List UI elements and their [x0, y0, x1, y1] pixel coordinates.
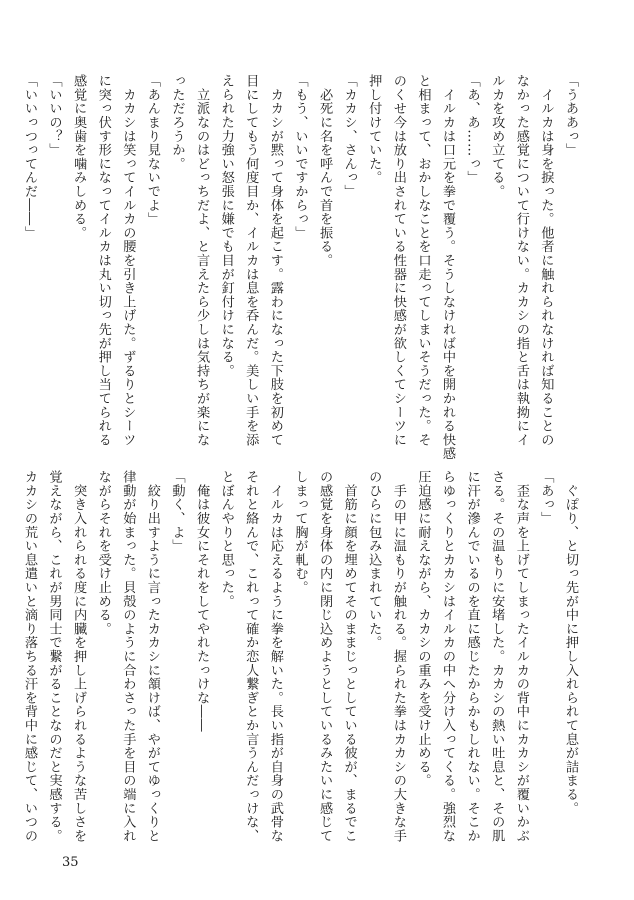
text-line: 「あんまり見ないでよ」 [144, 74, 160, 226]
text-line: 絞り出すように言ったカカシに頷けば、やがてゆっくりと [144, 470, 160, 843]
page-number: 35 [62, 855, 79, 870]
text-line: っただろうか。 [169, 74, 185, 171]
text-line: ぐぽり、と切っ先が中に押し入れられて息が詰まる。 [563, 470, 578, 815]
text-line: 「あ、あ……っ」 [464, 74, 480, 185]
lower-text-block [16, 470, 582, 850]
text-line: カカシの荒い息遣いと滴り落ちる汗を背中に感じて、いつの [21, 470, 37, 843]
text-line: イルカは口元を拳で覆う。そうしなければ中を開かれる快感 [440, 74, 456, 461]
text-line: 歪な声を上げてしまったイルカの背中にカカシが覆いかぶ [513, 470, 529, 843]
text-line: の感覚を身体の内に閉じ込めようとしているみたいに感じて [317, 470, 333, 843]
text-line: と相まって、おかしなことを口走ってしまいそうだった。そ [415, 74, 431, 447]
text-line: 感覚に奥歯を噛みしめる。 [71, 74, 87, 240]
text-line: 目にしてもう何度目か、イルカは息を呑んだ。美しい手を添 [243, 74, 259, 447]
text-line: のくせ今は放り出されている性器に快感が欲しくてシーツに [390, 74, 406, 447]
text-line: 「いいの？」 [46, 74, 62, 157]
text-line: イルカは応えるように拳を解いた。長い指が自身の武骨な [267, 470, 283, 843]
text-line: 押し付けていた。 [366, 74, 382, 185]
text-line: に汗が滲んでいるのを直に感じたからかもしれない。そこか [464, 470, 480, 843]
text-line: なかった感覚について行けない。カカシの指と舌は執拗にイ [513, 74, 529, 447]
text-line: 「いいっつってんだ――」 [21, 74, 37, 240]
text-line: さる。その温もりに安堵した。カカシの熱い吐息と、その肌 [489, 470, 505, 843]
text-line: 「カカシ、さんっ」 [341, 74, 357, 199]
text-line: とぼんやりと思った。 [218, 470, 234, 608]
text-line: ルカを攻め立てる。 [489, 74, 505, 199]
text-line: 手の甲に温もりが触れる。握られた拳はカカシの大きな手 [390, 470, 406, 843]
text-line: 圧迫感に耐えながら、カカシの重みを受け止める。 [415, 470, 431, 788]
text-line: のひらに包み込まれていた。 [366, 470, 382, 650]
text-line: カカシが黙って身体を起こす。露わになった下肢を初めて [267, 74, 283, 447]
text-line: 「あっ」 [538, 470, 554, 526]
text-line: 俺は彼女にそれをしてやれたっけな―― [194, 470, 210, 733]
text-line: カカシは笑ってイルカの腰を引き上げた。ずるりとシーツ [120, 74, 136, 447]
text-line: 「うああっ」 [563, 74, 578, 157]
text-line: ながらそれを受け止める。 [95, 470, 111, 636]
text-line: らゆっくりとカカシはイルカの中へ分け入ってくる。強烈な [440, 470, 456, 843]
text-line: しまって胸が軋む。 [292, 470, 308, 595]
text-line: 立派なのはどっちだよ、と言えたら少しは気持ちが楽にな [194, 74, 210, 447]
text-line: 突き入れられる度に内臓を押し上げられるような苦しさを [71, 470, 87, 843]
text-line: イルカは身を捩った。他者に触れられなければ知ることの [538, 74, 554, 447]
text-line: 「動く、よ」 [169, 470, 185, 553]
text-line: 「もう、いいですからっ」 [292, 74, 308, 240]
text-line: 首筋に顔を埋めてそのままじっとしている彼が、まるでこ [341, 470, 357, 843]
text-line: 覚えながら、これが男同士で繋がることなのだと実感する。 [46, 470, 62, 843]
text-line: えられた力強い怒張に嫌でも目が釘付けになる。 [218, 74, 234, 378]
upper-text-block [16, 74, 582, 461]
text-line: に突っ伏す形になってイルカは丸い切っ先が押し当てられる [95, 74, 111, 447]
text-line: 律動が始まった。貝殻のように合わさった手を目の端に入れ [120, 470, 136, 843]
text-line: 必死に名を呼んで首を振る。 [317, 74, 333, 268]
text-line: それと絡んで、これって確か恋人繋ぎとか言うんだっけな、 [243, 470, 259, 843]
